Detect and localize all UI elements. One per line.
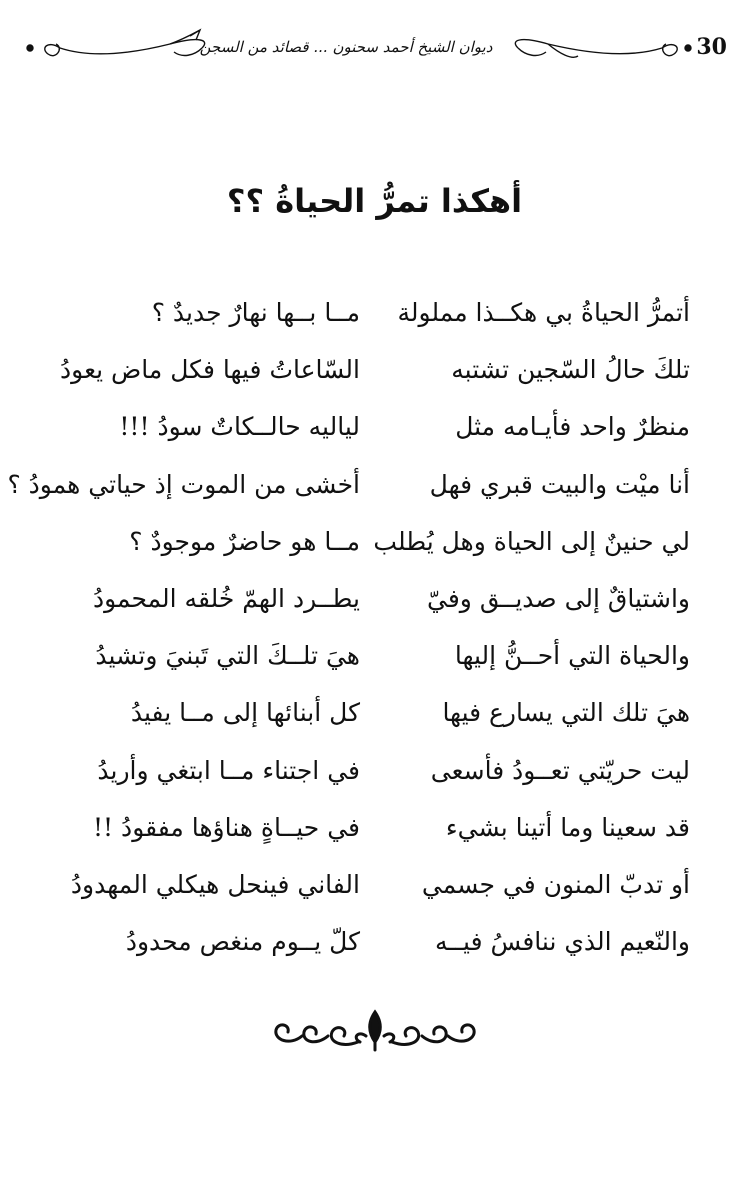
verse-first-hemistich: هيَ تلك التي يسارع فيها (442, 698, 690, 728)
page-header (0, 18, 749, 78)
verse-first-hemistich: أو تدبّ المنون في جسمي (421, 869, 690, 899)
verse-second-hemistich: أخشى من الموت إذ حياتي همودُ ؟ (7, 469, 360, 499)
verse-first-hemistich: واشتياقٌ إلى صديــق وفيّ (427, 583, 690, 613)
verse-second-hemistich: مــا هو حاضرٌ موجودٌ ؟ (129, 526, 360, 556)
verse-row (60, 921, 690, 978)
verse-second-hemistich: كلّ يــوم منغص محدودُ (125, 927, 360, 957)
verse-second-hemistich: في اجتناء مــا ابتغي وأريدُ (97, 755, 360, 785)
verse-row (60, 635, 690, 692)
verse-first-hemistich: تلكَ حالُ السّجين تشتبه (451, 355, 690, 385)
poem-title: أهكذا تمرُّ الحياةُ ؟؟ (226, 182, 523, 220)
verse-row (60, 406, 690, 463)
verse-row (60, 292, 690, 349)
verse-first-hemistich: أنا ميْت والبيت قبري فهل (429, 469, 690, 499)
verse-second-hemistich: كل أبنائها إلى مــا يفيدُ (130, 698, 360, 728)
verse-second-hemistich: مــا بــها نهارٌ جديدٌ ؟ (151, 298, 360, 327)
verse-row (60, 807, 690, 864)
verse-first-hemistich: والنّعيم الذي ننافسُ فيــه (434, 927, 690, 957)
verse-second-hemistich: يطــرد الهمّ خُلقه المحمودُ (92, 583, 360, 613)
verse-row (7, 464, 690, 521)
verse-second-hemistich: في حيــاةٍ هناؤها مفقودُ !! (93, 812, 360, 842)
verse-second-hemistich: لياليه حالــكاتٌ سودُ !!! (119, 412, 360, 442)
verse-row (60, 692, 690, 749)
verse-first-hemistich: لي حنينٌ إلى الحياة وهل يُطلب (373, 526, 690, 556)
verse-row (60, 578, 690, 635)
verse-first-hemistich: والحياة التي أحــنُّ إليها (454, 641, 690, 671)
verse-second-hemistich: السّاعاتُ فيها فكل ماض يعودُ (60, 355, 360, 385)
verse-first-hemistich: أتمرُّ الحياةُ بي هكــذا مملولة (397, 298, 690, 327)
verse-second-hemistich: الفاني فينحل هيكلي المهدودُ (70, 869, 360, 899)
fleuron-ornament-icon (262, 1006, 488, 1060)
verse-row (60, 521, 690, 578)
poem-body (7, 292, 690, 978)
verse-row (60, 750, 690, 807)
verse-row (60, 349, 690, 406)
verse-second-hemistich: هيَ تلــكَ التي تَبنيَ وتشيدُ (95, 641, 360, 671)
verse-first-hemistich: قد سعينا وما أتينا بشيء (445, 812, 690, 842)
page-number: 30 (696, 34, 727, 60)
running-head: ديوان الشيخ أحمد سحنون ... قصائد من السجن (199, 38, 493, 56)
verse-first-hemistich: منظرٌ واحد فأيـامه مثل (455, 412, 690, 442)
verse-first-hemistich: ليت حريّتي تعــودُ فأسعى (430, 755, 690, 785)
verse-row (60, 864, 690, 921)
